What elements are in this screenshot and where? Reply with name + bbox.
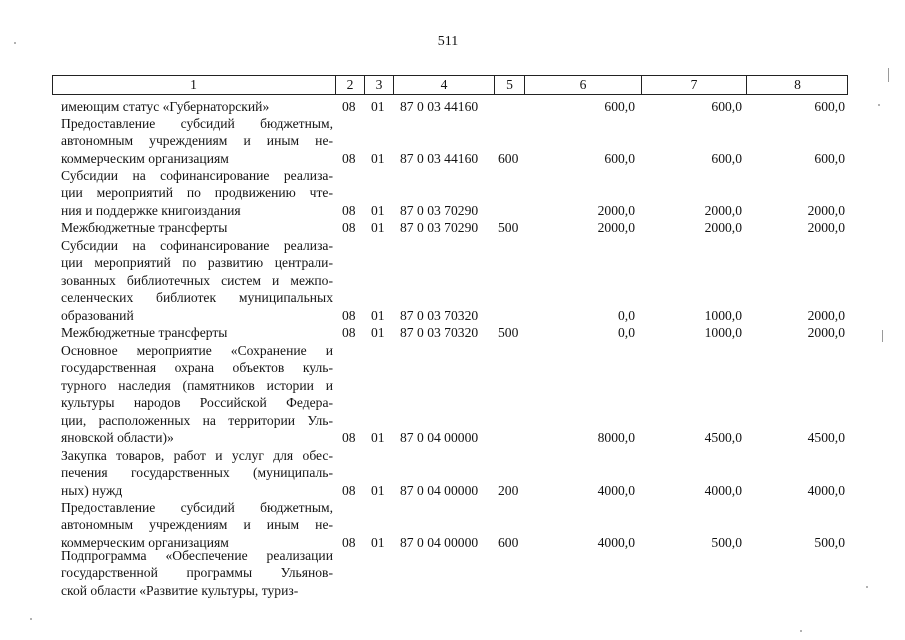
cell-col-2: 08 xyxy=(342,430,356,445)
description-line: Закупка товаров, работ и услуг для обес- xyxy=(61,448,333,463)
cell-col-4: 87 0 03 70290 xyxy=(400,220,479,235)
description-line: имеющим статус «Губернаторский» xyxy=(61,99,270,114)
cell-col-6: 2000,0 xyxy=(597,220,635,235)
scan-speck xyxy=(882,330,883,342)
cell-col-3: 01 xyxy=(371,307,385,323)
column-header: 4 xyxy=(440,77,448,92)
description-line: Межбюджетные трансферты xyxy=(61,325,228,340)
cell-col-5: 200 xyxy=(498,482,519,498)
column-header: 3 xyxy=(375,77,383,92)
cell-col-7: 500,0 xyxy=(711,534,742,550)
cell-col-6: 0,0 xyxy=(618,325,635,340)
cell-col-4: 87 0 03 44160 xyxy=(400,99,479,114)
cell-col-4: 87 0 03 70290 xyxy=(400,202,479,218)
cell-col-4: 87 0 04 00000 xyxy=(400,534,479,550)
scan-speck xyxy=(866,586,868,588)
cell-col-8: 500,0 xyxy=(814,534,845,550)
description-line: Межбюджетные трансферты xyxy=(61,220,228,235)
cell-col-3: 01 xyxy=(371,482,385,498)
cell-col-7: 600,0 xyxy=(711,99,742,114)
row-description xyxy=(61,98,333,115)
cell-col-7: 2000,0 xyxy=(704,220,742,235)
cell-col-4: 87 0 04 00000 xyxy=(400,430,479,445)
row-description xyxy=(61,115,333,167)
description-line: Субсидии на софинансирование реализа- xyxy=(61,238,333,253)
row-description xyxy=(61,447,333,499)
cell-col-4: 87 0 03 70320 xyxy=(400,307,479,323)
description-line: государственной программы Ульянов- xyxy=(61,565,333,581)
scan-speck xyxy=(888,68,889,82)
description-line: зованных библиотечных систем и межпо- xyxy=(61,272,333,288)
row-description xyxy=(61,547,333,599)
description-line: ции мероприятий по развитию централи- xyxy=(61,255,333,271)
description-line: коммерческим организациям xyxy=(61,534,229,550)
cell-col-2: 08 xyxy=(342,307,356,323)
description-line: печения государственных (муниципаль- xyxy=(61,465,333,481)
column-header: 1 xyxy=(190,77,197,92)
description-line: Предоставление субсидий бюджетным, xyxy=(61,116,333,131)
cell-col-2: 08 xyxy=(342,99,356,114)
description-line: автономным учреждениям и иным не- xyxy=(61,517,333,533)
cell-col-8: 600,0 xyxy=(814,99,845,114)
description-line: яновской области)» xyxy=(61,430,174,446)
cell-col-6: 8000,0 xyxy=(597,430,635,445)
cell-col-7: 1000,0 xyxy=(704,307,742,323)
cell-col-2: 08 xyxy=(342,202,356,218)
row-description xyxy=(61,324,333,341)
cell-col-6: 4000,0 xyxy=(597,534,635,550)
row-description xyxy=(61,499,333,551)
column-header: 8 xyxy=(794,77,801,92)
cell-col-8: 600,0 xyxy=(814,150,845,166)
cell-col-2: 08 xyxy=(342,482,356,498)
cell-col-3: 01 xyxy=(371,99,385,114)
cell-col-7: 600,0 xyxy=(711,150,742,166)
cell-col-4: 87 0 03 70320 xyxy=(400,325,479,340)
cell-col-7: 2000,0 xyxy=(704,202,742,218)
scan-speck xyxy=(14,42,16,44)
column-header: 5 xyxy=(506,77,513,92)
cell-col-5: 500 xyxy=(498,220,519,235)
cell-col-8: 4000,0 xyxy=(807,482,845,498)
row-description xyxy=(61,342,333,446)
cell-col-6: 600,0 xyxy=(604,150,635,166)
cell-col-5: 600 xyxy=(498,150,519,166)
cell-col-2: 08 xyxy=(342,534,356,550)
row-description xyxy=(61,219,333,236)
description-line: ции мероприятий по продвижению чте- xyxy=(61,185,333,201)
scan-speck xyxy=(30,618,32,620)
description-line: образований xyxy=(61,307,134,323)
cell-col-3: 01 xyxy=(371,534,385,550)
description-line: Субсидии на софинансирование реализа- xyxy=(61,168,333,183)
cell-col-3: 01 xyxy=(371,325,385,340)
cell-col-3: 01 xyxy=(371,202,385,218)
cell-col-4: 87 0 03 44160 xyxy=(400,150,479,166)
cell-col-6: 4000,0 xyxy=(597,482,635,498)
cell-col-4: 87 0 04 00000 xyxy=(400,482,479,498)
cell-col-2: 08 xyxy=(342,150,356,166)
column-header: 7 xyxy=(690,77,698,92)
description-line: ции, расположенных на территории Уль- xyxy=(61,412,333,428)
row-description xyxy=(61,237,333,324)
description-line: турного наследия (памятников истории и xyxy=(61,377,333,393)
column-header: 6 xyxy=(579,77,587,92)
cell-col-2: 08 xyxy=(342,325,356,340)
cell-col-3: 01 xyxy=(371,150,385,166)
cell-col-6: 2000,0 xyxy=(597,202,635,218)
cell-col-8: 2000,0 xyxy=(807,325,845,340)
description-line: ния и поддержке книгоиздания xyxy=(61,202,241,218)
description-line: Основное мероприятие «Сохранение и xyxy=(61,343,333,358)
description-line: автономным учреждениям и иным не- xyxy=(61,133,333,149)
cell-col-6: 0,0 xyxy=(618,307,635,323)
cell-col-3: 01 xyxy=(371,430,385,445)
cell-col-8: 4500,0 xyxy=(807,430,845,445)
description-line: государственная охрана объектов куль- xyxy=(61,360,333,376)
cell-col-2: 08 xyxy=(342,220,356,235)
description-line: Предоставление субсидий бюджетным, xyxy=(61,500,333,515)
description-line: селенческих библиотек муниципальных xyxy=(61,290,333,306)
cell-col-8: 2000,0 xyxy=(807,307,845,323)
scan-speck xyxy=(878,104,880,106)
cell-col-7: 4500,0 xyxy=(704,430,742,445)
cell-col-5: 500 xyxy=(498,325,519,340)
description-line: Подпрограмма «Обеспечение реализации xyxy=(61,548,333,563)
description-line: коммерческим организациям xyxy=(61,150,229,166)
page-number: 511 xyxy=(437,34,459,49)
description-line: ской области «Развитие культуры, туриз- xyxy=(61,582,299,598)
description-line: культуры народов Российской Федера- xyxy=(61,395,333,411)
scan-speck xyxy=(800,630,802,632)
cell-col-5: 600 xyxy=(498,534,519,550)
cell-col-8: 2000,0 xyxy=(807,220,845,235)
row-description xyxy=(61,167,333,219)
column-header: 2 xyxy=(346,77,354,92)
description-line: ных) нужд xyxy=(61,482,123,498)
cell-col-7: 1000,0 xyxy=(704,325,742,340)
cell-col-7: 4000,0 xyxy=(704,482,742,498)
cell-col-8: 2000,0 xyxy=(807,202,845,218)
cell-col-6: 600,0 xyxy=(604,99,635,114)
cell-col-3: 01 xyxy=(371,220,385,235)
